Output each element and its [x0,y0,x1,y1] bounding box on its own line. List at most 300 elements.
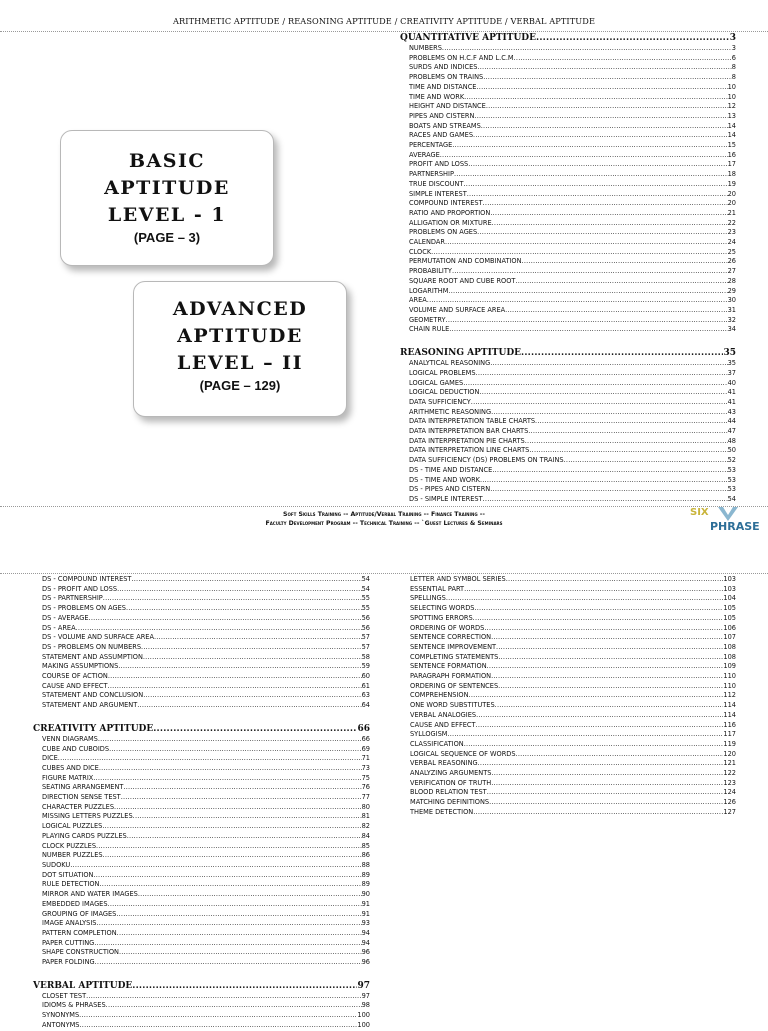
toc-entry[interactable] [401,643,736,653]
toc-entry[interactable] [400,427,736,437]
toc-entry[interactable] [400,495,736,505]
toc-entry-label: CUBES AND DICE [42,763,99,772]
toc-entry-label: LOGICAL GAMES [409,378,464,387]
toc-entry-page: 100 [357,1011,370,1020]
toc-entry-label: VERBAL APTITUDE [33,980,133,991]
toc-leader-dots [491,779,723,789]
toc-entry-page: 50 [727,446,736,455]
toc-entry-page: 63 [361,691,370,700]
toc-entry[interactable] [400,398,736,408]
toc-entry[interactable] [401,798,736,808]
toc-entry[interactable] [400,219,736,229]
toc-entry-label: COMPLETING STATEMENTS [410,652,499,661]
toc-leader-dots [445,238,728,248]
toc-leader-dots [480,476,728,486]
toc-entry-page: 53 [727,465,736,474]
basic-aptitude-card[interactable] [60,130,274,266]
toc-entry-label: PAPER FOLDING [42,958,95,967]
toc-entry[interactable] [400,306,736,316]
toc-leader-dots [79,1011,357,1021]
toc-entry-page: 66 [361,734,370,743]
toc-entry[interactable] [400,54,736,64]
toc-entry[interactable] [400,476,736,486]
toc-entry[interactable] [401,624,736,634]
toc-section-heading[interactable] [400,347,736,359]
toc-entry[interactable] [33,575,370,585]
card-title-line: BASIC [128,150,206,172]
toc-leader-dots [99,880,361,890]
toc-leader-dots [447,730,723,740]
toc-entry-label: ANTONYMS [42,1020,80,1029]
toc-entry[interactable] [400,369,736,379]
toc-entry[interactable] [400,325,736,335]
toc-entry-page: 82 [361,822,370,831]
toc-leader-dots [492,219,728,229]
toc-entry-page: 10 [727,92,736,101]
toc-entry[interactable] [401,701,736,711]
toc-entry-label: RULE DETECTION [42,880,100,889]
toc-entry[interactable] [33,701,370,711]
toc-entry-page: 3 [731,44,736,52]
toc-entry[interactable] [400,180,736,190]
toc-entry[interactable] [400,131,736,141]
toc-entry[interactable] [33,1001,370,1011]
toc-entry[interactable] [400,248,736,258]
toc-leader-dots [126,604,362,614]
toc-entry-page: 98 [361,1001,370,1010]
toc-entry-label: SPOTTING ERRORS [410,613,473,622]
toc-entry-page: 127 [723,807,736,816]
toc-entry-page: 94 [361,928,370,937]
toc-entry[interactable] [33,624,370,634]
advanced-aptitude-card[interactable] [133,281,347,417]
toc-entry-label: COMPREHENSION [410,691,469,700]
toc-entry-page: 53 [727,485,736,494]
toc-entry-label: AVERAGE [409,150,440,159]
toc-entry-page: 20 [727,189,736,198]
toc-entry[interactable] [33,691,370,701]
toc-entry-page: 41 [727,397,736,406]
toc-entry[interactable] [401,662,736,672]
toc-entry-label: DATA INTERPRETATION PIE CHARTS [409,436,525,445]
toc-entry-label: GROUPING OF IMAGES [42,909,117,918]
toc-entry[interactable] [400,456,736,466]
toc-entry[interactable] [33,851,370,861]
section-gap [33,968,370,980]
toc-entry-label: FIGURE MATRIX [42,773,94,782]
toc-entry[interactable] [401,604,736,614]
toc-leader-dots [143,653,362,663]
toc-entry[interactable] [401,750,736,760]
toc-leader-dots [118,662,361,672]
toc-entry-page: 47 [727,427,736,436]
toc-leader-dots [473,614,724,624]
toc-entry[interactable] [33,900,370,910]
toc-entry-page: 30 [727,296,736,305]
toc-entry[interactable] [400,199,736,209]
toc-entry-page: 37 [727,368,736,377]
toc-entry[interactable] [33,764,370,774]
toc-entry-page: 14 [727,131,736,140]
toc-entry-label: DATA SUFFICIENCY (DS) PROBLEMS ON TRAINS [409,456,564,465]
toc-leader-dots [427,296,728,306]
toc-entry[interactable] [401,585,736,595]
toc-entry[interactable] [33,594,370,604]
toc-entry-page: 105 [723,613,736,622]
toc-leader-dots [515,277,727,287]
toc-leader-dots [96,842,362,852]
toc-entry-page: 56 [361,613,370,622]
toc-leader-dots [528,427,727,437]
toc-entry[interactable] [33,1011,370,1021]
toc-entry-page: 80 [361,802,370,811]
toc-entry-page: 85 [361,841,370,850]
toc-entry[interactable] [401,614,736,624]
toc-entry-page: 81 [361,812,370,821]
toc-leader-dots [102,822,361,832]
toc-leader-dots [476,721,724,731]
toc-entry[interactable] [400,122,736,132]
toc-leader-dots [123,783,361,793]
toc-entry[interactable] [33,793,370,803]
toc-entry-page: 19 [727,179,736,188]
toc-entry[interactable] [401,769,736,779]
toc-entry[interactable] [33,735,370,745]
toc-leader-dots [89,614,362,624]
toc-entry-page: 58 [361,652,370,661]
toc-entry-label: CLOSET TEST [42,991,87,1000]
toc-entry-label: SENTENCE CORRECTION [410,633,492,642]
toc-leader-dots [117,585,362,595]
toc-entry[interactable] [33,585,370,595]
toc-leader-dots [487,662,724,672]
toc-leader-dots [109,745,362,755]
toc-entry-page: 54 [361,584,370,593]
toc-entry-page: 109 [723,662,736,671]
toc-leader-dots [137,701,361,711]
toc-leader-dots [535,417,728,427]
toc-leader-dots [471,398,728,408]
card-page-ref: (PAGE – 3) [133,230,201,245]
toc-leader-dots [491,633,723,643]
toc-entry[interactable] [400,277,736,287]
toc-entry[interactable] [400,160,736,170]
toc-leader-dots [496,643,723,653]
toc-leader-dots [431,248,727,258]
toc-entry[interactable] [400,83,736,93]
logo-text-phrase: PHRASE [710,520,760,533]
toc-entry[interactable] [400,437,736,447]
toc-entry[interactable] [400,190,736,200]
toc-entry[interactable] [401,594,736,604]
card-title-line: LEVEL - 1 [107,204,227,226]
toc-entry-label: VERIFICATION OF TRUTH [410,778,492,787]
toc-entry[interactable] [401,633,736,643]
toc-entry-label: EMBEDDED IMAGES [42,899,108,908]
toc-leader-dots [505,306,727,316]
toc-entry[interactable] [400,228,736,238]
toc-entry[interactable] [400,257,736,267]
toc-entry-page: 75 [361,773,370,782]
toc-entry-label: DS - AREA [42,623,76,632]
toc-leader-dots [116,910,361,920]
toc-entry-label: DS - TIME AND DISTANCE [409,465,493,474]
toc-entry[interactable] [400,359,736,369]
toc-entry-page: 86 [361,851,370,860]
toc-entry-page: 21 [727,208,736,217]
toc-leader-dots [440,151,728,161]
toc-leader-dots [94,939,361,949]
toc-entry[interactable] [401,721,736,731]
toc-entry-page: 10 [727,82,736,91]
toc-entry-page: 25 [727,247,736,256]
toc-leader-dots [58,754,362,764]
toc-leader-dots [479,388,727,398]
toc-entry[interactable] [33,662,370,672]
toc-entry[interactable] [33,783,370,793]
toc-entry[interactable] [400,238,736,248]
toc-entry[interactable] [401,691,736,701]
toc-entry[interactable] [33,682,370,692]
toc-entry-label: DICE [42,754,58,763]
toc-entry[interactable] [401,653,736,663]
toc-entry-page: 61 [361,681,370,690]
toc-leader-dots [483,73,732,83]
toc-leader-dots [469,691,724,701]
toc-entry-label: QUANTITATIVE APTITUDE [400,33,536,43]
toc-entry-page: 28 [727,276,736,285]
toc-entry[interactable] [33,958,370,968]
toc-entry[interactable] [401,682,736,692]
toc-entry[interactable] [401,672,736,682]
toc-entry-label: SHAPE CONSTRUCTION [42,948,119,957]
toc-entry-page: 97 [361,991,370,1000]
toc-leader-dots [490,359,727,369]
toc-entry[interactable] [400,408,736,418]
toc-entry-label: STATEMENT AND CONCLUSION [42,691,144,700]
toc-entry[interactable] [400,170,736,180]
toc-entry-label: GEOMETRY [409,315,446,324]
toc-entry-label: DS - PIPES AND CISTERN [409,485,491,494]
toc-entry-page: 96 [361,948,370,957]
toc-entry-page: 35 [727,359,736,368]
toc-entry[interactable] [33,604,370,614]
toc-entry-page: 76 [361,783,370,792]
toc-entry-page: 108 [723,642,736,651]
toc-leader-dots [132,980,357,992]
toc-entry[interactable] [33,890,370,900]
toc-entry-label: VENN DIAGRAMS [42,734,98,743]
toc-entry-label: DOT SITUATION [42,870,94,879]
toc-section-heading[interactable] [33,723,370,735]
toc-entry-page: 43 [727,407,736,416]
toc-entry-page: 18 [727,170,736,179]
toc-entry-label: DS - COMPOUND INTEREST [42,575,132,583]
toc-entry-page: 20 [727,199,736,208]
toc-entry-label: LOGICAL DEDUCTION [409,388,480,397]
toc-leader-dots [564,456,728,466]
toc-entry[interactable] [401,711,736,721]
toc-entry-label: DATA INTERPRETATION TABLE CHARTS [409,417,536,426]
toc-entry-page: 107 [723,633,736,642]
toc-entry-page: 54 [727,494,736,503]
toc-entry-page: 60 [361,672,370,681]
toc-leader-dots [498,682,723,692]
toc-entry[interactable] [33,929,370,939]
toc-entry-label: CUBE AND CUBOIDS [42,744,110,753]
toc-entry-page: 53 [727,475,736,484]
toc-entry[interactable] [401,740,736,750]
toc-entry-page: 100 [357,1020,370,1029]
toc-entry[interactable] [400,93,736,103]
footer-line: Soft Skills Training -- Aptitude/Verbal Training -- Finance Training -- [283,511,485,518]
toc-entry[interactable] [33,919,370,929]
toc-leader-dots [143,691,361,701]
toc-entry[interactable] [401,575,736,585]
toc-leader-dots [117,929,362,939]
toc-entry[interactable] [400,63,736,73]
toc-entry-label: LOGICAL SEQUENCE OF WORDS [410,749,516,758]
toc-leader-dots [490,209,727,219]
card-title-line: APTITUDE [104,177,230,199]
toc-section-heading[interactable] [33,980,370,992]
toc-entry-label: CALENDAR [409,238,445,247]
toc-entry-label: SELECTING WORDS [410,604,475,613]
toc-entry-label: RATIO AND PROPORTION [409,208,491,217]
toc-entry-label: DS - TIME AND WORK [409,475,480,484]
toc-entry[interactable] [400,316,736,326]
toc-leader-dots [477,228,727,238]
toc-entry[interactable] [33,672,370,682]
toc-entry-label: SENTENCE IMPROVEMENT [410,642,497,651]
toc-entry-page: 8 [731,73,736,82]
toc-leader-dots [476,369,728,379]
toc-entry[interactable] [401,788,736,798]
toc-entry[interactable] [33,910,370,920]
toc-leader-dots [474,112,727,122]
toc-entry-label: SYNONYMS [42,1011,80,1020]
toc-leader-dots [476,711,723,721]
toc-entry-page: 108 [723,652,736,661]
toc-leader-dots [70,861,361,871]
toc-entry-label: DS - AVERAGE [42,613,89,622]
toc-entry-page: 120 [723,749,736,758]
toc-entry-page: 13 [727,111,736,120]
toc-leader-dots [98,735,362,745]
toc-entry[interactable] [33,1021,370,1031]
toc-entry[interactable] [400,485,736,495]
toc-entry[interactable] [33,948,370,958]
toc-entry[interactable] [400,102,736,112]
toc-leader-dots [487,788,724,798]
toc-entry[interactable] [33,653,370,663]
toc-entry[interactable] [400,466,736,476]
toc-entry-page: 44 [727,417,736,426]
page-header: ARITHMETIC APTITUDE / REASONING APTITUDE / CREATIVITY APTITUDE / VERBAL APTITUDE [172,16,596,26]
toc-entry[interactable] [400,417,736,427]
toc-entry[interactable] [400,141,736,151]
toc-leader-dots [529,446,727,456]
toc-entry[interactable] [400,73,736,83]
toc-leader-dots [476,83,727,93]
toc-entry-label: NUMBERS [409,44,442,52]
toc-entry-label: ORDERING OF SENTENCES [410,681,499,690]
toc-entry[interactable] [33,939,370,949]
toc-leader-dots [448,287,727,297]
toc-entry[interactable] [33,812,370,822]
toc-leader-dots [103,594,362,604]
toc-section-heading[interactable] [400,32,736,44]
toc-entry[interactable] [33,861,370,871]
toc-entry-page: 114 [723,710,736,719]
toc-leader-dots [491,408,728,418]
toc-entry[interactable] [33,614,370,624]
toc-entry-label: LOGICAL PUZZLES [42,822,103,831]
toc-entry[interactable] [33,822,370,832]
toc-entry-label: PATTERN COMPLETION [42,928,117,937]
toc-leader-dots [498,653,723,663]
toc-entry[interactable] [400,446,736,456]
toc-entry[interactable] [33,803,370,813]
toc-entry[interactable] [33,880,370,890]
toc-leader-dots [473,131,728,141]
toc-entry-page: 110 [723,672,736,681]
toc-entry[interactable] [401,759,736,769]
toc-leader-dots [486,102,728,112]
toc-entry-page: 96 [361,958,370,967]
toc-leader-dots [108,672,362,682]
toc-entry-page: 15 [727,141,736,150]
toc-leader-dots [138,890,362,900]
toc-entry-page: 122 [723,769,736,778]
section-gap [33,711,370,723]
toc-entry-page: 23 [727,228,736,237]
toc-entry[interactable] [33,745,370,755]
toc-entry[interactable] [400,44,736,54]
toc-entry[interactable] [400,112,736,122]
toc-entry[interactable] [33,643,370,653]
toc-entry[interactable] [400,388,736,398]
toc-entry[interactable] [33,633,370,643]
toc-leader-dots [481,122,728,132]
toc-entry[interactable] [401,730,736,740]
toc-entry[interactable] [33,832,370,842]
toc-entry[interactable] [401,779,736,789]
toc-column-bottom-right [401,575,736,818]
toc-entry-label: ESSENTIAL PART [410,584,465,593]
toc-entry[interactable] [400,379,736,389]
toc-entry[interactable] [33,774,370,784]
toc-entry-page: 6 [731,53,736,62]
toc-entry-page: 16 [727,150,736,159]
toc-entry[interactable] [400,209,736,219]
toc-entry[interactable] [401,808,736,818]
toc-entry-page: 77 [361,793,370,802]
toc-entry[interactable] [400,267,736,277]
card-title-line: ADVANCED [172,298,308,320]
toc-entry-page: 40 [727,378,736,387]
toc-entry[interactable] [400,287,736,297]
toc-entry[interactable] [33,992,370,1002]
toc-entry[interactable] [33,871,370,881]
toc-entry-page: 90 [361,890,370,899]
toc-leader-dots [489,798,723,808]
toc-entry[interactable] [400,151,736,161]
toc-entry-label: SIMPLE INTEREST [409,189,467,198]
toc-entry[interactable] [33,842,370,852]
toc-entry[interactable] [400,296,736,306]
toc-entry[interactable] [33,754,370,764]
